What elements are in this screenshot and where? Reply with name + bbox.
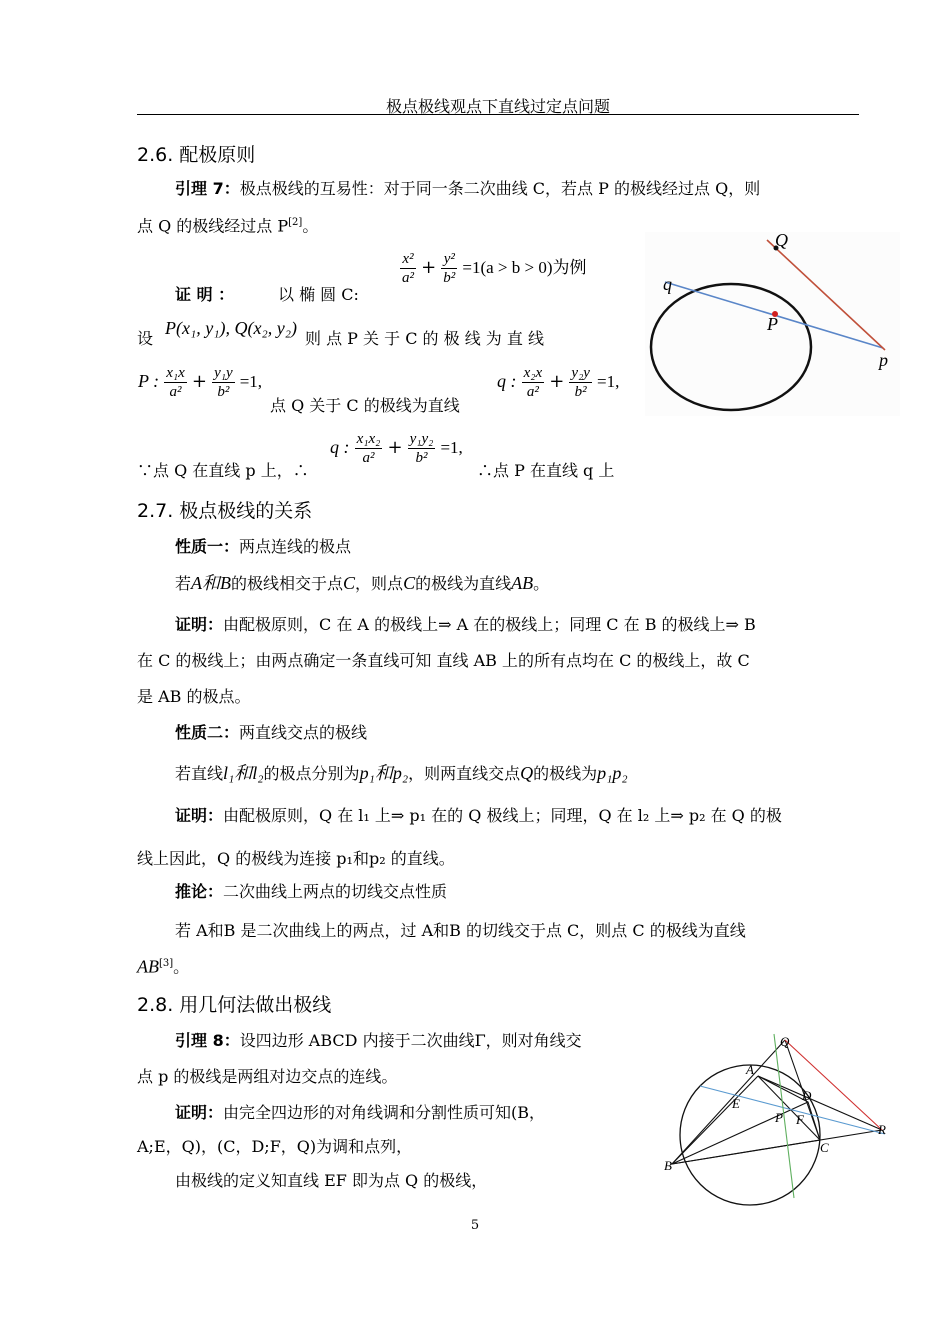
proof1-line2: 在 C 的极线上；由两点确定一条直线可知 直线 AB 上的所有点均在 C 的极线上，故 C (137, 651, 750, 670)
label-p: p (879, 350, 888, 370)
diagonal-BD (672, 1102, 808, 1164)
proof8-line2: A;E，Q)，(C，D;F，Q)为调和点列， (137, 1137, 413, 1156)
ellipse-polar-figure (645, 232, 900, 416)
page-number: 5 (470, 1218, 480, 1233)
q-polar-equation: q : $\frac{\text{x₂x}}{\text{a²}}$ + $\frac{\text{y₂y}}{\text{b²}}$ =1, (497, 365, 620, 400)
ellipse-equation: $\frac{\text{x²}}{\text{a²}}$ + $\frac{\text{y²}}{\text{b²}}$ =1(a > b > 0)为例 (402, 251, 587, 286)
lemma7-line1: 引理 7：极点极线的互易性：对于同一条二次曲线 C，若点 P 的极线经过点 Q，则 (175, 179, 761, 198)
proof8-line1: 证明：由完全四边形的对角线调和分割性质可知(B， (175, 1103, 546, 1122)
polar-blue-line (700, 1086, 885, 1134)
label-P2: P (775, 1110, 783, 1125)
proof2-line2: 线上因此，Q 的极线为连接 p₁和p₂ 的直线。 (137, 849, 455, 868)
prop1-statement: 若A和B的极线相交于点C，则点C的极线为直线AB。 (175, 573, 550, 593)
set-word: 设 (137, 329, 154, 348)
lemma8-line2: 点 p 的极线是两组对边交点的连线。 (137, 1067, 398, 1086)
section-2-7-heading: 2.7. 极点极线的关系 (137, 500, 313, 522)
quadrilateral-figure (660, 1030, 896, 1206)
proof1-line3: 是 AB 的极点。 (137, 687, 251, 706)
lemma8-line1: 引理 8：设四边形 ABCD 内接于二次曲线Γ，则对角线交 (175, 1031, 582, 1050)
label-P: P (767, 314, 778, 334)
label-E: E (732, 1096, 740, 1111)
p-polar-equation: P : $\frac{\text{x₁x}}{\text{a²}}$ + $\frac{\text{y₁y}}{\text{b²}}$ =1, (138, 365, 263, 400)
points-expression: P(x₁, y₁), Q(x₂, y₂) (165, 318, 297, 338)
section-2-8-heading: 2.8. 用几何法做出极线 (137, 994, 332, 1016)
header-rule (137, 114, 859, 115)
corollary-line1: 若 A和B 是二次曲线上的两点，过 A和B 的切线交于点 C，则点 C 的极线为直线 (175, 921, 746, 940)
polar-text: 则 点 P 关 于 C 的 极 线 为 直 线 (305, 329, 544, 348)
running-header: 极点极线观点下直线过定点问题 (385, 97, 610, 116)
proof-intro-26: 以 椭 圆 C: (278, 285, 359, 304)
line-BR (672, 1130, 882, 1164)
label-Q2: Q (780, 1034, 790, 1049)
label-A: A (746, 1062, 754, 1077)
label-B: B (664, 1158, 672, 1173)
label-R: R (878, 1122, 886, 1137)
therefore-text: ∴点 P 在直线 q 上 (477, 461, 615, 480)
because-text: ∵点 Q 在直线 p 上，∴ (137, 461, 309, 480)
prop2-statement: 若直线l₁和l₂的极点分别为p₁和p₂，则两直线交点Q的极线为p₁p₂ (175, 763, 628, 783)
label-Q: Q (775, 232, 788, 250)
label-D: D (802, 1088, 812, 1103)
proof8-line3: 由极线的定义知直线 EF 即为点 Q 的极线， (175, 1171, 488, 1190)
corollary-line2: AB[3]。 (137, 956, 190, 977)
q2-equation: q : $\frac{\text{x₁x₂}}{\text{a²}}$ + $\frac{\text{y₁y₂}}{\text{b²}}$ =1, (330, 431, 463, 466)
label-q: q (663, 274, 672, 294)
proof-label-26: 证 明 ： (175, 285, 235, 304)
proof2-line1: 证明：由配极原则，Q 在 l₁ 上⇒ p₁ 在的 Q 极线上；同理，Q 在 l₂ 上⇒ p₂ 在 Q 的极 (175, 806, 782, 825)
diagonal-AC (758, 1076, 820, 1140)
section-2-6-heading: 2.6. 配极原则 (137, 144, 256, 166)
corollary-title: 推论：二次曲线上两点的切线交点性质 (175, 882, 448, 901)
label-F: F (796, 1112, 804, 1127)
label-C: C (820, 1140, 829, 1155)
prop2-title: 性质二：两直线交点的极线 (175, 723, 368, 742)
prop1-title: 性质一：两点连线的极点 (175, 537, 352, 556)
q-polar-text: 点 Q 关于 C 的极线为直线 (270, 396, 460, 415)
lemma7-line2: 点 Q 的极线经过点 P[2]。 (137, 216, 319, 236)
proof1-line1: 证明：由配极原则，C 在 A 的极线上⇒ A 在的极线上；同理 C 在 B 的极线上⇒ B (175, 615, 756, 634)
